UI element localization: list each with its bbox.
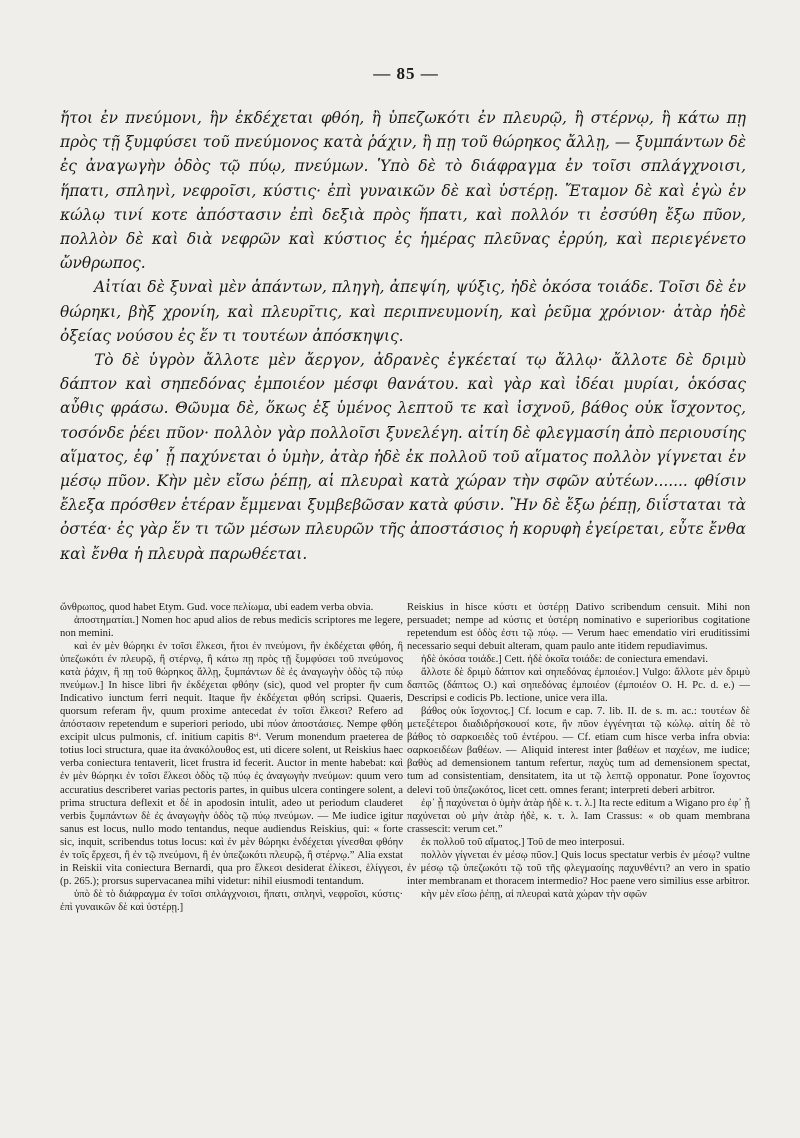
main-text xyxy=(60,106,746,566)
footnotes xyxy=(60,601,750,914)
footnote: ὑπὸ δὲ τὸ διάφραγμα ἐν τοῖσι σπλάγχνοισι, ἥπατι, σπληνὶ, νεφροῖσι, κύστις· ἐπὶ γυναικῶν δὲ καὶ ὑστέρῃ.] xyxy=(60,888,403,913)
footnote: ἐκ πολλοῦ τοῦ αἵματος.] Τοῦ de meo interposui. xyxy=(421,836,625,848)
main-paragraph: Τὸ δὲ ὑγρὸν ἄλλοτε μὲν ἄεργον, ἀδρανὲς ἐγκέεταί τῳ ἄλλῳ· ἄλλοτε δὲ δριμὺ δάπτον καὶ σηπεδόνας ἐμποιέον μέσφι θανάτου. καὶ γὰρ καὶ ἰδέαι μυρίαι, ὁκόσας αὖθις φράσω. Θῶυμα δὲ, ὅκως ἐξ ὑμένος λεπτοῦ τε καὶ ἰσχνοῦ, βάθος οὐκ ἴσχοντος, τοσόνδε ῥέει πῦον· πολλὸν γὰρ πολλοῖσι ξυνελέγη. αἰτίη δὲ φλεγμασίη ἀπὸ περιουσίης αἵματος, ἐφ᾽ ᾗ παχύνεται ὁ ὑμὴν, ἀτὰρ ἠδὲ ἐκ πολλοῦ τοῦ αἵματος πολλὸν γίγνεται ἐν μέσῳ πῦον. Κὴν μὲν εἴσω ῥέπῃ, αἱ πλευραὶ κατὰ χώραν τὴν σφῶν αὐτέων....... φθίσιν ἔλεξα πρόσθεν ἑτέραν ἔμμεναι ξυμβεβῶσαν κατὰ φύσιν. Ἢν δὲ ἔξω ῥέπῃ, διΐσταται τὰ ὀστέα· ἐς γὰρ ἕν τι τῶν μέσων πλευρῶν τῆς ἀποστάσιος ἡ κορυφὴ ἐγείρεται, εὖτε ἔνθα καὶ ἔνθα ἡ πλευρὰ παρωθέεται. xyxy=(60,351,746,563)
footnote: πολλὸν γίγνεται ἐν μέσῳ πῦον.] Quis locus spectatur verbis ἐν μέσῳ? vultne ἐν μέσῳ τῷ ὑπεζωκότι τῷ τοῦ τῆς φλεγμασίης παχυνθέντι? an vero in spatio inter membranam et thoracem intermedio? Hoc paene vero similius esse arbitror. xyxy=(407,849,750,887)
main-paragraph: ἤτοι ἐν πνεύμονι, ἣν ἐκδέχεται φθόη, ἢ ὑπεζωκότι ἐν πλευρῷ, ἢ στέρνῳ, ἢ κάτω πῃ πρὸς τῇ ξυμφύσει τοῦ πνεύμονος κατὰ ῥάχιν, ἢ πῃ τοῦ θώρηκος ἄλλῃ, — ξυμπάντων δὲ ἐς ἀναγωγὴν ὁδὸς τῷ πύῳ, πνεύμων. Ὑπὸ δὲ τὸ διάφραγμα ἐν τοῖσι σπλάγχνοισι, ἥπατι, σπληνὶ, νεφροῖσι, κύστις· ἐπὶ γυναικῶν δὲ καὶ ὑστέρῃ. Ἔταμον δὲ καὶ ἐγὼ ἐν κώλῳ τινί κοτε ἀπόστασιν ἐπὶ δεξιὰ πρὸς ἥπατι, καὶ πολλόν τι ἐσσύθη ἔξω πῦον, πολλὸν δὲ καὶ διὰ νεφρῶν καὶ κύστιος ἐς ἡμέρας πλεῦνας ἐρρύη, καὶ περιεγένετο ὤνθρωπος. xyxy=(60,109,746,273)
footnote: βάθος οὐκ ἴσχοντος.] Cf. locum e cap. 7. lib. II. de s. m. ac.: τουτέων δὲ μετεξέτεροι διαδιδρήσκουσί κοτε, ἢν πῦον ἐγγένηται τῷ κώλῳ. αἰτίη δὲ τὸ βάθος τὸ σαρκοειδὲς τοῦ ἐντέρου. — Cf. etiam cum hisce verba infra obvia: σαρκοειδέων βαθέων. — Aliquid interest inter βαθέων et παχέων, me iudice; βαθὺς ad demensionem tantum refertur, παχὺς tum ad demensionem spectat, tum ad consistentiam, densitatem, ita ut τῷ λεπτῷ opponatur. Pone ἴσχοντος delevi τοῦ ὑπεζωκότος, licet cett. omnes ferant; interpreti deberi arbitror. xyxy=(407,706,750,796)
footnotes-left-column xyxy=(60,601,403,914)
footnote: ὤνθρωπος, quod habet Etym. Gud. voce πελίωμα, ubi eadem verba obvia. xyxy=(60,601,374,613)
footnote: καὶ ἐν μὲν θώρηκι ἐν τοῖσι ἕλκεσι, ἤτοι ἐν πνεύμονι, ἣν ἐκδέχεται φθόη, ἢ ὑπεζωκότι ἐν πλευρῷ, ἢ στέρνῳ, ἢ κάτω πῃ πρὸς τῇ ξυμφύσει τοῦ πνεύμονος κατὰ ῥάχιν, ἢ πῃ τοῦ θώρηκος ἄλλῃ, ξυμπάντων δὲ ἐς ἀναγωγὴν ὁδὸς τῷ πύῳ πνεύμων.] In hisce libri ἣν ἐκδέχεται φθόην (sic), quod vel propter ἣν cum Indicativo iunctum ferri nequit. Itaque ἣν ἐκδέχεται φθόη scripsi. Quaeris, quorsum referam ἣν, quum proxime antecedat ἐν τοῖσι ἕλκεσι? Refero ad ἀπόστασιν repetendum e superiori periodo, ubi πύον ἀποστάσιες. Nempe φθόη excipit ulcus pulmonis, cf. initium capitis 8ᵛⁱ. Verum monendum praeterea de totius loci structura, quae ita ἀνακόλουθος est, uti dicere solent, ut Reiskius haec verba coniectura tentaverit, licet frustra id fecerit. Auctor in mente habebat: καὶ ἐν μὲν θώρηκι ἐν τοῖσι ἕλκεσι ὁδὸς τῷ πύῳ ἐς ἀναγωγὴν πνεύμων: quum vero accuratius describeret varias pectoris partes, in quibus ulcera contingere solent, a prima structura deflexit et δέ in apodosin intulit, adeo ut periodum clauderet verbis ξυμπάντων δὲ ἐς ἀναγωγὴν ὁδὸς τῷ πύῳ πνεύμων. — Me iudice igitur sanus est locus, nullo modo tentandus, neque audiendus Reiskius, qui: « forte sic, inquit, scribendus totus locus: καὶ ἐν μὲν θώρηκι ἐνδέχεται γίνεσθαι φθόην ἐν τοῖς ἕρχεσι, ἢ ἐν τῷ πνεύμονι, ἢ ἐν ὑπεζωκότι πλευρῷ, ἢ στέρνῳ.” Alia exstat in Reiskii vita coniectura Bernardi, qua pro ἕλκεσι desiderat ἑλίκεσι, ἑλίγγεσι, (p. 265.); prorsus supervacanea mihi videtur: nihil eiusmodi tentandum. xyxy=(60,641,403,887)
footnote: κὴν μὲν εἴσω ῥέπῃ, αἱ πλευραὶ κατὰ χώραν τὴν σφῶν xyxy=(421,888,647,900)
page-number: — 85 — xyxy=(373,64,439,83)
footnote: ἠδὲ ὁκόσα τοιάδε.] Cett. ἠδὲ ὁκοῖα τοιάδε: de coniectura emendavi. xyxy=(421,654,709,666)
footnotes-right-column xyxy=(407,601,750,901)
footnote: ἀποστηματίαι.] Nomen hoc apud alios de rebus medicis scriptores me legere, non memini. xyxy=(60,614,403,639)
footnote: ἄλλοτε δὲ δριμὺ δάπτον καὶ σηπεδόνας ἐμποιέον.] Vulgo: ἄλλοτε μὲν δριμὺ δαπτῶς (δάπτως O.) καὶ σηπεδόνας ἐμποιέον (ἐμποιέον O. H. Pc. d. e.) — Descripsi e codicis Pb. lectione, unice vera illa. xyxy=(407,667,750,705)
footnote: ἐφ᾽ ᾗ παχύνεται ὁ ὑμὴν ἀτὰρ ἠδὲ κ. τ. λ.] Ita recte editum a Wigano pro ἐφ᾽ ᾗ παχύνεται οὐ μὴν ἀτὰρ ἠδὲ, κ. τ. λ. Iam Crassus: « ob quam membrana crassescit: verum cet.” xyxy=(407,797,750,835)
main-paragraph: Αἰτίαι δὲ ξυναὶ μὲν ἁπάντων, πληγὴ, ἀπεψίη, ψύξις, ἠδὲ ὁκόσα τοιάδε. Τοῖσι δὲ ἐν θώρηκι, βὴξ χρονίη, καὶ πλευρῖτις, καὶ περιπνευμονίη, καὶ ῥεῦμα χρόνιον· ἀτὰρ ἠδὲ ὀξείας νούσου ἐς ἕν τι τουτέων ἀπόσκηψις. xyxy=(60,278,746,345)
footnote: Reiskius in hisce κύστι et ὑστέρῃ Dativo scribendum censuit. Mihi non persuadet; nempe ad κύστις et ὑστέρη nominativo e superioribus cogitatione repetendum est ὁδὸς ἐστι τῷ πύῳ. — Verum haec emendatio viri eruditissimi necessario sequi debuit alteram, quam paulo ante itidem repudiavimus. xyxy=(407,601,750,652)
